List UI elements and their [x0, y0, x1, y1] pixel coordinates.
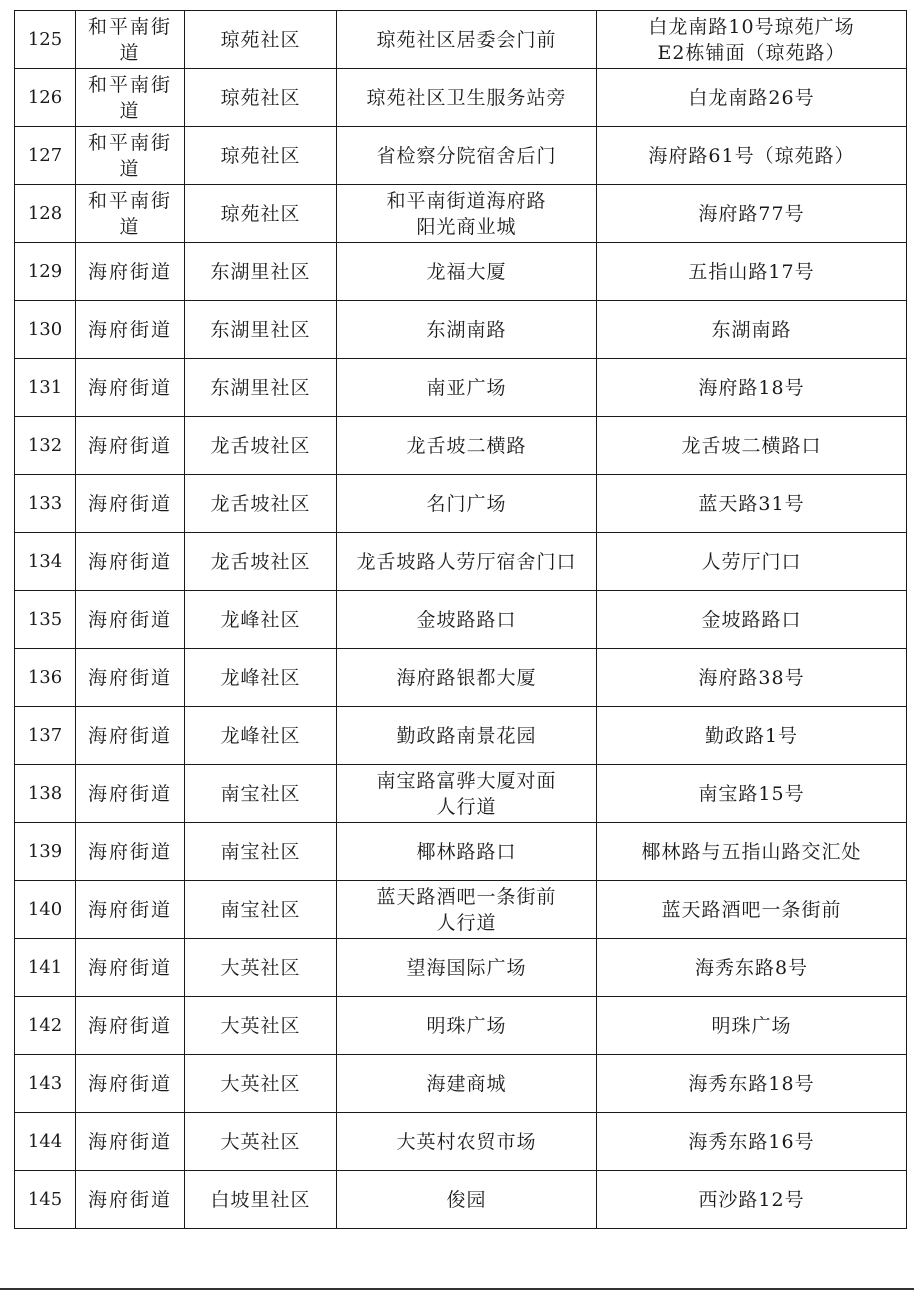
location-name: 勤政路南景花园 [396, 724, 537, 747]
community-cell [185, 649, 337, 707]
table-row [15, 649, 907, 707]
street-cell [76, 939, 185, 997]
table-row [15, 823, 907, 881]
table-row [15, 591, 907, 649]
address-text: 白龙南路26号 [688, 86, 815, 109]
community-name: 东湖里社区 [210, 318, 311, 341]
community-name: 东湖里社区 [210, 260, 311, 283]
address-text: 东湖南路 [711, 318, 792, 341]
address-cell [597, 301, 907, 359]
table-row [15, 475, 907, 533]
community-cell [185, 591, 337, 649]
table-row [15, 881, 907, 939]
address-text: 海府路61号（琼苑路） [648, 144, 855, 167]
location-name: 琼苑社区居委会门前 [376, 28, 557, 51]
community-cell [185, 1171, 337, 1229]
street-cell [76, 881, 185, 939]
street-name: 海府街道 [87, 724, 172, 747]
location-cell [337, 243, 597, 301]
street-name: 海府街道 [87, 260, 172, 283]
address-cell [597, 533, 907, 591]
location-cell [337, 1113, 597, 1171]
community-name: 南宝社区 [220, 898, 301, 921]
community-cell [185, 533, 337, 591]
row-number-cell [15, 11, 76, 69]
row-number: 134 [27, 550, 63, 572]
row-number-cell [15, 997, 76, 1055]
row-number-cell [15, 1055, 76, 1113]
address-cell [597, 1055, 907, 1113]
location-name: 和平南街道海府路 阳光商业城 [386, 189, 547, 238]
location-cell [337, 997, 597, 1055]
row-number: 129 [27, 260, 63, 282]
table-row [15, 69, 907, 127]
row-number-cell [15, 533, 76, 591]
table-row [15, 185, 907, 243]
row-number: 127 [27, 144, 63, 166]
page-bottom-rule [0, 1288, 914, 1290]
address-cell [597, 649, 907, 707]
table-row [15, 243, 907, 301]
row-number-cell [15, 1171, 76, 1229]
street-name: 和平南街道 [87, 189, 172, 238]
table-row [15, 765, 907, 823]
community-cell [185, 417, 337, 475]
table-row [15, 533, 907, 591]
row-number: 133 [27, 492, 63, 514]
community-name: 南宝社区 [220, 840, 301, 863]
street-name: 海府街道 [87, 1072, 172, 1095]
community-cell [185, 939, 337, 997]
location-cell [337, 185, 597, 243]
location-name: 俊园 [446, 1188, 487, 1211]
location-name: 龙舌坡路人劳厅宿舍门口 [356, 550, 577, 573]
community-cell [185, 997, 337, 1055]
location-name: 东湖南路 [426, 318, 507, 341]
row-number: 126 [27, 86, 63, 108]
community-cell [185, 881, 337, 939]
table-row [15, 417, 907, 475]
community-name: 南宝社区 [220, 782, 301, 805]
street-name: 海府街道 [87, 376, 172, 399]
address-text: 海府路18号 [698, 376, 805, 399]
community-name: 大英社区 [220, 1014, 301, 1037]
address-text: 勤政路1号 [704, 724, 799, 747]
address-text: 白龙南路10号琼苑广场 E2栋铺面（琼苑路） [648, 15, 855, 64]
address-cell [597, 243, 907, 301]
row-number: 143 [27, 1072, 63, 1094]
street-cell [76, 649, 185, 707]
table-row [15, 997, 907, 1055]
row-number: 142 [27, 1014, 63, 1036]
row-number: 145 [27, 1188, 63, 1210]
address-cell [597, 185, 907, 243]
street-cell [76, 185, 185, 243]
row-number-cell [15, 417, 76, 475]
street-name: 和平南街道 [87, 131, 172, 180]
row-number-cell [15, 359, 76, 417]
street-name: 海府街道 [87, 840, 172, 863]
street-name: 海府街道 [87, 492, 172, 515]
address-cell [597, 939, 907, 997]
street-name: 和平南街道 [87, 15, 172, 64]
community-name: 龙舌坡社区 [210, 492, 311, 515]
address-text: 蓝天路31号 [698, 492, 805, 515]
address-cell [597, 69, 907, 127]
location-name: 蓝天路酒吧一条街前 人行道 [376, 885, 557, 934]
location-name: 省检察分院宿舍后门 [376, 144, 557, 167]
table-row [15, 359, 907, 417]
row-number: 128 [27, 202, 63, 224]
street-name: 海府街道 [87, 782, 172, 805]
location-cell [337, 301, 597, 359]
location-name: 海建商城 [426, 1072, 507, 1095]
location-name: 南亚广场 [426, 376, 507, 399]
community-cell [185, 1113, 337, 1171]
row-number: 140 [27, 898, 63, 920]
location-cell [337, 127, 597, 185]
address-cell [597, 359, 907, 417]
row-number: 135 [27, 608, 63, 630]
row-number-cell [15, 881, 76, 939]
row-number: 138 [27, 782, 63, 804]
community-cell [185, 185, 337, 243]
row-number-cell [15, 939, 76, 997]
street-cell [76, 417, 185, 475]
row-number-cell [15, 649, 76, 707]
address-text: 海秀东路16号 [688, 1130, 815, 1153]
row-number: 131 [27, 376, 63, 398]
location-cell [337, 707, 597, 765]
location-cell [337, 591, 597, 649]
street-cell [76, 707, 185, 765]
address-cell [597, 1171, 907, 1229]
location-name: 望海国际广场 [406, 956, 527, 979]
community-cell [185, 765, 337, 823]
community-name: 琼苑社区 [220, 144, 301, 167]
row-number-cell [15, 127, 76, 185]
street-cell [76, 1113, 185, 1171]
location-name: 椰林路路口 [416, 840, 517, 863]
community-name: 龙峰社区 [220, 724, 301, 747]
address-text: 椰林路与五指山路交汇处 [641, 840, 862, 863]
address-text: 明珠广场 [711, 1014, 792, 1037]
table-row [15, 1171, 907, 1229]
street-cell [76, 823, 185, 881]
community-cell [185, 707, 337, 765]
address-text: 蓝天路酒吧一条街前 [661, 898, 842, 921]
row-number-cell [15, 1113, 76, 1171]
address-text: 金坡路路口 [701, 608, 802, 631]
address-text: 海府路38号 [698, 666, 805, 689]
street-cell [76, 243, 185, 301]
community-cell [185, 127, 337, 185]
row-number: 141 [27, 956, 63, 978]
location-cell [337, 359, 597, 417]
address-text: 南宝路15号 [698, 782, 805, 805]
row-number-cell [15, 475, 76, 533]
location-cell [337, 11, 597, 69]
row-number: 139 [27, 840, 63, 862]
row-number-cell [15, 243, 76, 301]
table-row [15, 1113, 907, 1171]
address-cell [597, 881, 907, 939]
community-name: 白坡里社区 [210, 1188, 311, 1211]
address-text: 海秀东路18号 [688, 1072, 815, 1095]
document-page [14, 10, 906, 1229]
address-cell [597, 475, 907, 533]
location-name: 明珠广场 [426, 1014, 507, 1037]
row-number: 136 [27, 666, 63, 688]
address-cell [597, 127, 907, 185]
location-cell [337, 417, 597, 475]
location-cell [337, 475, 597, 533]
community-name: 大英社区 [220, 956, 301, 979]
street-name: 海府街道 [87, 608, 172, 631]
street-name: 海府街道 [87, 956, 172, 979]
location-cell [337, 1055, 597, 1113]
location-cell [337, 765, 597, 823]
street-name: 海府街道 [87, 898, 172, 921]
street-cell [76, 301, 185, 359]
location-cell [337, 939, 597, 997]
community-name: 龙峰社区 [220, 608, 301, 631]
street-cell [76, 591, 185, 649]
row-number-cell [15, 765, 76, 823]
address-text: 人劳厅门口 [701, 550, 802, 573]
location-cell [337, 823, 597, 881]
table-row [15, 127, 907, 185]
street-cell [76, 765, 185, 823]
table-row [15, 301, 907, 359]
address-cell [597, 997, 907, 1055]
street-name: 海府街道 [87, 1130, 172, 1153]
row-number-cell [15, 823, 76, 881]
street-cell [76, 997, 185, 1055]
community-name: 东湖里社区 [210, 376, 311, 399]
location-name: 龙福大厦 [426, 260, 507, 283]
location-name: 金坡路路口 [416, 608, 517, 631]
street-name: 和平南街道 [87, 73, 172, 122]
location-cell [337, 1171, 597, 1229]
address-cell [597, 1113, 907, 1171]
community-name: 琼苑社区 [220, 28, 301, 51]
street-cell [76, 69, 185, 127]
address-text: 海秀东路8号 [694, 956, 809, 979]
table-row [15, 939, 907, 997]
location-name: 大英村农贸市场 [396, 1130, 537, 1153]
location-name: 名门广场 [426, 492, 507, 515]
row-number: 144 [27, 1130, 63, 1152]
community-cell [185, 243, 337, 301]
table-row [15, 11, 907, 69]
table-row [15, 1055, 907, 1113]
community-cell [185, 475, 337, 533]
street-cell [76, 533, 185, 591]
street-name: 海府街道 [87, 666, 172, 689]
community-name: 龙峰社区 [220, 666, 301, 689]
location-name: 琼苑社区卫生服务站旁 [366, 86, 567, 109]
street-name: 海府街道 [87, 1188, 172, 1211]
location-cell [337, 533, 597, 591]
location-name: 海府路银都大厦 [396, 666, 537, 689]
community-name: 琼苑社区 [220, 202, 301, 225]
row-number-cell [15, 301, 76, 359]
address-cell [597, 765, 907, 823]
address-cell [597, 417, 907, 475]
location-cell [337, 69, 597, 127]
community-cell [185, 823, 337, 881]
table-row [15, 707, 907, 765]
row-number: 137 [27, 724, 63, 746]
street-cell [76, 127, 185, 185]
community-cell [185, 69, 337, 127]
community-cell [185, 1055, 337, 1113]
location-cell [337, 881, 597, 939]
row-number-cell [15, 185, 76, 243]
community-name: 大英社区 [220, 1072, 301, 1095]
location-cell [337, 649, 597, 707]
street-cell [76, 11, 185, 69]
street-name: 海府街道 [87, 318, 172, 341]
row-number: 130 [27, 318, 63, 340]
address-cell [597, 591, 907, 649]
address-text: 龙舌坡二横路口 [681, 434, 822, 457]
address-cell [597, 707, 907, 765]
row-number-cell [15, 707, 76, 765]
community-name: 大英社区 [220, 1130, 301, 1153]
row-number: 125 [27, 28, 63, 50]
location-name: 龙舌坡二横路 [406, 434, 527, 457]
street-cell [76, 1055, 185, 1113]
community-cell [185, 11, 337, 69]
street-name: 海府街道 [87, 1014, 172, 1037]
community-name: 龙舌坡社区 [210, 434, 311, 457]
community-name: 龙舌坡社区 [210, 550, 311, 573]
address-cell [597, 11, 907, 69]
table-body [15, 11, 907, 1229]
address-text: 海府路77号 [698, 202, 805, 225]
community-name: 琼苑社区 [220, 86, 301, 109]
community-cell [185, 359, 337, 417]
address-text: 西沙路12号 [698, 1188, 805, 1211]
street-cell [76, 475, 185, 533]
street-name: 海府街道 [87, 550, 172, 573]
location-name: 南宝路富骅大厦对面 人行道 [376, 769, 557, 818]
street-cell [76, 1171, 185, 1229]
community-cell [185, 301, 337, 359]
street-name: 海府街道 [87, 434, 172, 457]
address-text: 五指山路17号 [688, 260, 815, 283]
address-cell [597, 823, 907, 881]
row-number-cell [15, 69, 76, 127]
street-cell [76, 359, 185, 417]
row-number-cell [15, 591, 76, 649]
location-table [14, 10, 907, 1229]
row-number: 132 [27, 434, 63, 456]
